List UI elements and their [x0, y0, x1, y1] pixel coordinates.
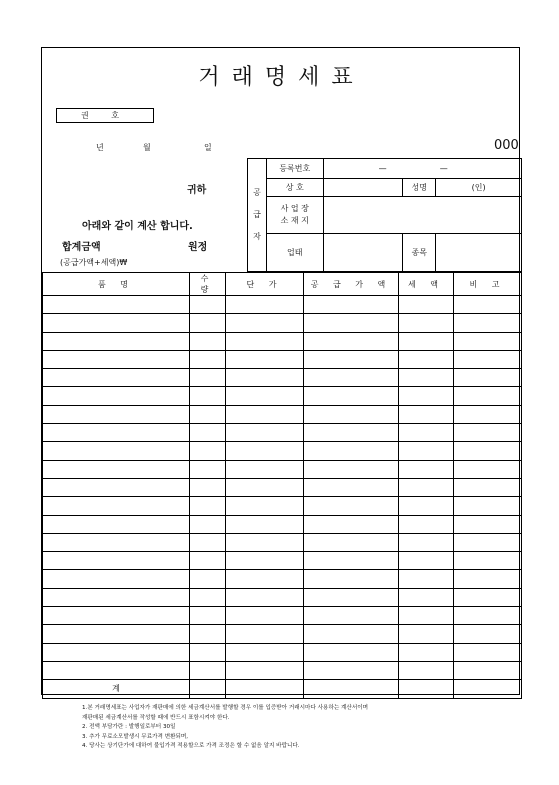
- total-amount-note: (공급가액+세액)₩: [60, 258, 128, 267]
- table-row: [43, 533, 522, 551]
- reg-no-field[interactable]: [323, 159, 521, 179]
- total-amount-label: 합계금액: [62, 242, 101, 253]
- table-cell[interactable]: [226, 424, 304, 442]
- table-row: [43, 424, 522, 442]
- table-cell[interactable]: [454, 387, 522, 405]
- date-year-label: 년: [96, 143, 104, 152]
- table-cell[interactable]: [304, 570, 399, 588]
- table-cell[interactable]: [226, 552, 304, 570]
- supplier-table: [247, 158, 522, 272]
- table-cell[interactable]: [43, 314, 190, 332]
- table-cell[interactable]: [454, 296, 522, 314]
- table-cell[interactable]: [190, 405, 226, 423]
- table-cell[interactable]: [454, 661, 522, 679]
- note-line-3: 2. 전액 부담가란 : 발행일로부터 30일: [82, 724, 176, 731]
- table-cell[interactable]: [43, 350, 190, 368]
- header-item-name: 품 명: [43, 273, 190, 296]
- note-line-2: 재판매된 세금계산서를 작성할 때에 반드시 표함시켜야 한다.: [82, 714, 230, 721]
- supplier-side-char-2: 급: [253, 210, 261, 219]
- table-cell[interactable]: [454, 369, 522, 387]
- table-cell[interactable]: [190, 369, 226, 387]
- table-cell[interactable]: [304, 350, 399, 368]
- table-cell[interactable]: [454, 533, 522, 551]
- reg-no-dash-1: —: [378, 164, 387, 174]
- table-cell[interactable]: [304, 424, 399, 442]
- table-cell[interactable]: [399, 296, 454, 314]
- table-cell[interactable]: [226, 369, 304, 387]
- table-cell[interactable]: [454, 314, 522, 332]
- table-cell[interactable]: [399, 588, 454, 606]
- table-cell[interactable]: [399, 570, 454, 588]
- note-line-4: 3. 추가 무료소모발생시 무료가격 변환되며,: [82, 733, 189, 740]
- table-cell[interactable]: [304, 588, 399, 606]
- supplier-side-char-1: 공: [253, 188, 261, 197]
- table-cell[interactable]: [454, 350, 522, 368]
- business-item-label: 종목: [403, 233, 436, 271]
- table-cell[interactable]: [399, 643, 454, 661]
- table-cell[interactable]: [454, 405, 522, 423]
- table-cell[interactable]: [304, 460, 399, 478]
- table-cell[interactable]: [43, 533, 190, 551]
- table-cell[interactable]: [190, 387, 226, 405]
- table-cell[interactable]: [399, 405, 454, 423]
- document-title: 거래명세표: [198, 65, 365, 90]
- table-cell[interactable]: [226, 497, 304, 515]
- table-cell[interactable]: [304, 661, 399, 679]
- table-cell[interactable]: [190, 296, 226, 314]
- table-cell[interactable]: [43, 460, 190, 478]
- table-cell[interactable]: [190, 350, 226, 368]
- table-cell[interactable]: [399, 369, 454, 387]
- table-cell[interactable]: [190, 497, 226, 515]
- table-cell[interactable]: [399, 533, 454, 551]
- table-row: [43, 643, 522, 661]
- book-number-box: 권 호: [56, 108, 154, 123]
- table-cell[interactable]: [304, 387, 399, 405]
- table-cell[interactable]: [399, 350, 454, 368]
- table-cell[interactable]: [226, 533, 304, 551]
- table-row: [43, 607, 522, 625]
- table-cell[interactable]: [454, 497, 522, 515]
- name-label: 성명: [403, 179, 436, 197]
- table-cell[interactable]: [454, 552, 522, 570]
- table-cell[interactable]: [226, 387, 304, 405]
- table-row: [43, 350, 522, 368]
- table-row: [43, 405, 522, 423]
- table-cell[interactable]: [226, 314, 304, 332]
- table-cell[interactable]: [43, 661, 190, 679]
- header-remarks: 비 고: [454, 273, 522, 296]
- table-cell[interactable]: [399, 625, 454, 643]
- table-cell[interactable]: [226, 570, 304, 588]
- note-line-5: 4. 당사는 상기단가에 대하여 불입가격 적용할으로 가격 조정은 할 수 없음 알지 바랍니다.: [82, 743, 300, 750]
- business-type-label: 업태: [266, 233, 323, 271]
- table-cell[interactable]: [43, 588, 190, 606]
- business-type-field[interactable]: [323, 233, 403, 271]
- header-tax: 세 액: [399, 273, 454, 296]
- table-cell[interactable]: [226, 350, 304, 368]
- table-row: [43, 478, 522, 496]
- table-cell[interactable]: [454, 442, 522, 460]
- supplier-side-label: [248, 159, 267, 272]
- recipient-suffix: 귀하: [187, 185, 207, 196]
- table-cell[interactable]: [304, 625, 399, 643]
- table-cell[interactable]: [399, 552, 454, 570]
- table-cell[interactable]: [399, 607, 454, 625]
- table-cell[interactable]: [399, 460, 454, 478]
- address-label: 사 업 장 소 재 지: [266, 197, 323, 233]
- table-cell[interactable]: [190, 552, 226, 570]
- table-cell[interactable]: [399, 424, 454, 442]
- table-cell[interactable]: [43, 387, 190, 405]
- table-cell[interactable]: [190, 588, 226, 606]
- table-row: [43, 296, 522, 314]
- table-cell[interactable]: [226, 625, 304, 643]
- table-cell[interactable]: [43, 552, 190, 570]
- table-cell[interactable]: [43, 405, 190, 423]
- table-row: [43, 387, 522, 405]
- header-quantity: 수 량: [190, 273, 226, 296]
- seal-label: (인): [436, 179, 522, 197]
- table-cell[interactable]: [190, 533, 226, 551]
- table-cell[interactable]: [304, 515, 399, 533]
- total-row: [43, 680, 522, 698]
- table-cell[interactable]: [226, 460, 304, 478]
- invoice-form: [41, 47, 520, 695]
- table-cell[interactable]: [190, 643, 226, 661]
- table-cell[interactable]: [43, 296, 190, 314]
- table-row: [43, 332, 522, 350]
- table-cell[interactable]: [454, 588, 522, 606]
- table-cell[interactable]: [226, 661, 304, 679]
- table-cell[interactable]: [304, 405, 399, 423]
- table-cell[interactable]: [399, 387, 454, 405]
- table-row: [43, 515, 522, 533]
- table-cell[interactable]: [454, 643, 522, 661]
- table-cell[interactable]: [304, 497, 399, 515]
- table-cell[interactable]: [43, 625, 190, 643]
- table-cell[interactable]: [399, 497, 454, 515]
- table-row: [43, 442, 522, 460]
- table-cell[interactable]: [454, 478, 522, 496]
- table-cell[interactable]: [304, 533, 399, 551]
- table-cell[interactable]: [399, 661, 454, 679]
- company-field[interactable]: [323, 179, 403, 197]
- table-cell[interactable]: [304, 607, 399, 625]
- table-cell[interactable]: [190, 570, 226, 588]
- table-cell[interactable]: [190, 442, 226, 460]
- table-cell[interactable]: [43, 332, 190, 350]
- table-cell[interactable]: [190, 478, 226, 496]
- table-cell[interactable]: [454, 424, 522, 442]
- table-cell[interactable]: [304, 332, 399, 350]
- table-cell[interactable]: [226, 478, 304, 496]
- total-cell[interactable]: [399, 680, 454, 698]
- table-cell[interactable]: [190, 661, 226, 679]
- table-cell[interactable]: [454, 607, 522, 625]
- total-row-label: 계: [43, 680, 190, 698]
- table-cell[interactable]: [43, 607, 190, 625]
- table-row: [43, 552, 522, 570]
- table-cell[interactable]: [43, 442, 190, 460]
- date-day-label: 일: [204, 143, 212, 152]
- table-row: [43, 625, 522, 643]
- table-cell[interactable]: [226, 607, 304, 625]
- table-cell[interactable]: [226, 296, 304, 314]
- reg-no-label: 등록번호: [266, 159, 323, 179]
- table-cell[interactable]: [226, 643, 304, 661]
- notes-section: [82, 704, 368, 752]
- table-cell[interactable]: [304, 643, 399, 661]
- table-cell[interactable]: [190, 625, 226, 643]
- table-cell[interactable]: [454, 332, 522, 350]
- supplier-side-char-3: 자: [253, 232, 261, 241]
- table-cell[interactable]: [399, 515, 454, 533]
- table-row: [43, 588, 522, 606]
- table-cell[interactable]: [454, 570, 522, 588]
- total-amount-suffix: 원정: [188, 242, 208, 253]
- header-unit-price: 단 가: [226, 273, 304, 296]
- table-cell[interactable]: [43, 643, 190, 661]
- table-cell[interactable]: [43, 478, 190, 496]
- table-row: [43, 314, 522, 332]
- table-cell[interactable]: [454, 515, 522, 533]
- table-cell[interactable]: [304, 478, 399, 496]
- table-cell[interactable]: [304, 442, 399, 460]
- table-row: [43, 661, 522, 679]
- table-cell[interactable]: [399, 332, 454, 350]
- items-table: [42, 272, 522, 699]
- total-cell[interactable]: [190, 680, 226, 698]
- table-cell[interactable]: [399, 442, 454, 460]
- table-cell[interactable]: [399, 478, 454, 496]
- table-cell[interactable]: [304, 314, 399, 332]
- table-cell[interactable]: [190, 332, 226, 350]
- address-field[interactable]: [323, 197, 521, 233]
- business-item-field[interactable]: [436, 233, 522, 271]
- table-row: [43, 460, 522, 478]
- table-cell[interactable]: [226, 332, 304, 350]
- header-supply-amount: 공 급 가 액: [304, 273, 399, 296]
- table-cell[interactable]: [43, 369, 190, 387]
- table-cell[interactable]: [226, 515, 304, 533]
- table-row: [43, 570, 522, 588]
- table-cell[interactable]: [304, 552, 399, 570]
- table-cell[interactable]: [226, 588, 304, 606]
- company-label: 상 호: [266, 179, 323, 197]
- table-cell[interactable]: [190, 460, 226, 478]
- table-cell[interactable]: [226, 405, 304, 423]
- table-cell[interactable]: [304, 296, 399, 314]
- reg-no-dash-2: —: [439, 164, 448, 174]
- total-cell[interactable]: [454, 680, 522, 698]
- serial-number: 000: [494, 138, 519, 153]
- total-cell[interactable]: [226, 680, 304, 698]
- table-cell[interactable]: [43, 570, 190, 588]
- table-row: [43, 369, 522, 387]
- table-cell[interactable]: [454, 625, 522, 643]
- table-cell[interactable]: [190, 515, 226, 533]
- total-cell[interactable]: [304, 680, 399, 698]
- date-month-label: 월: [143, 143, 151, 152]
- table-cell[interactable]: [190, 607, 226, 625]
- table-cell[interactable]: [226, 442, 304, 460]
- items-body: [43, 296, 522, 699]
- table-cell[interactable]: [190, 424, 226, 442]
- table-cell[interactable]: [304, 369, 399, 387]
- table-row: [43, 497, 522, 515]
- items-header-row: [43, 273, 522, 296]
- table-cell[interactable]: [190, 314, 226, 332]
- table-cell[interactable]: [43, 497, 190, 515]
- table-cell[interactable]: [43, 515, 190, 533]
- note-line-1: 1.본 거래명세표는 사업자가 재판매에 의한 세금계산서를 발행할 경우 이를 입증받아 거래시마다 사용하는 계산서이며: [82, 705, 369, 711]
- statement-text: 아래와 같이 계산 합니다.: [82, 221, 193, 232]
- table-cell[interactable]: [454, 460, 522, 478]
- table-cell[interactable]: [43, 424, 190, 442]
- table-cell[interactable]: [399, 314, 454, 332]
